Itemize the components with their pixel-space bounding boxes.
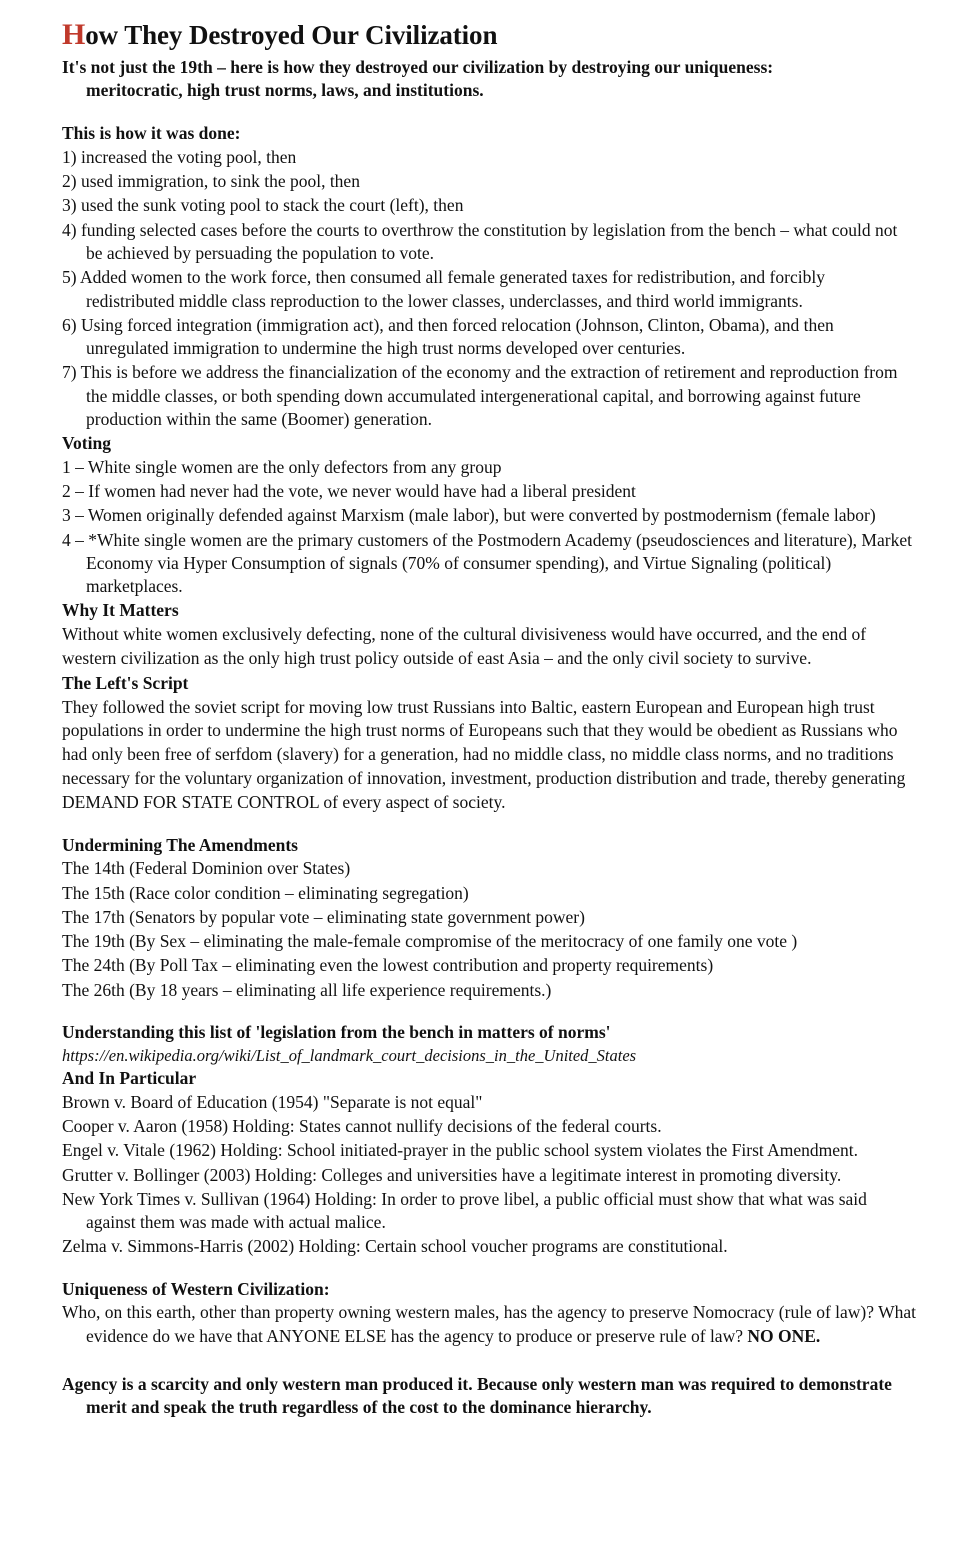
paragraph-why-it-matters: Without white women exclusively defecting, none of the cultural divisiveness would have occurred, and the end of western civilization as the only high trust policy outside of east Asia – and the only civil society to survive.: [62, 624, 867, 669]
list-item: The 26th (By 18 years – eliminating all life experience requirements.): [62, 979, 552, 1000]
uniqueness-text: Who, on this earth, other than property owning western males, has the agency to preserve Nomocracy (rule of law)? What evidence do we have that ANYONE ELSE has the agency to produce or preserve rule of law?: [62, 1302, 916, 1346]
list-item: Brown v. Board of Education (1954) "Separate is not equal": [62, 1091, 483, 1112]
list-item: 3 – Women originally defended against Marxism (male labor), but were converted by postmodernism (female labor): [62, 505, 876, 526]
subtitle-line-2: meritocratic, high trust norms, laws, and institutions.: [86, 80, 484, 101]
list-item: 3) used the sunk voting pool to stack the court (left), then: [62, 195, 464, 216]
list-item: Engel v. Vitale (1962) Holding: School initiated-prayer in the public school system violates the First Amendment.: [62, 1140, 859, 1161]
spacer: [62, 1349, 917, 1373]
heading-why-it-matters: Why It Matters: [62, 600, 179, 621]
heading-how-it-was-done: This is how it was done:: [62, 123, 241, 144]
list-item: The 14th (Federal Dominion over States): [62, 858, 351, 879]
list-item: The 24th (By Poll Tax – eliminating even the lowest contribution and property requirements): [62, 955, 714, 976]
heading-and-in-particular: And In Particular: [62, 1068, 197, 1089]
list-item: 6) Using forced integration (immigration act), and then forced relocation (Johnson, Clinton, Obama), and then unregulated immigration to undermine the high trust norms developed over centuries.: [62, 314, 834, 359]
heading-legislation-from-bench: Understanding this list of 'legislation from the bench in matters of norms': [62, 1021, 611, 1042]
paragraph-lefts-script: They followed the soviet script for moving low trust Russians into Baltic, eastern European and European high trust populations in order to undermine the high trust norms of Europeans such that they would be obedient as Russians who had only been free of serfdom (slavery) for a generation, had no middle class, no middle class norms, and no traditions necessary for the voluntary organization of innovation, investment, production distribution and trade, thereby generating DEMAND FOR STATE CONTROL of every aspect of society.: [62, 696, 906, 812]
list-item: The 15th (Race color condition – eliminating segregation): [62, 882, 469, 903]
page-title: [62, 18, 917, 52]
paragraph-uniqueness: [62, 1301, 917, 1348]
heading-uniqueness: Uniqueness of Western Civilization:: [62, 1278, 330, 1299]
title-rest: ow They Destroyed Our Civilization: [85, 20, 498, 50]
list-item: 1 – White single women are the only defectors from any group: [62, 456, 502, 477]
list-item: 2) used immigration, to sink the pool, then: [62, 171, 360, 192]
list-item: New York Times v. Sullivan (1964) Holding: In order to prove libel, a public official must show that what was said against them was made with actual malice.: [62, 1188, 867, 1233]
list-item: Grutter v. Bollinger (2003) Holding: Colleges and universities have a legitimate interest in promoting diversity.: [62, 1164, 842, 1185]
spacer: [62, 816, 917, 834]
subtitle-line-1: It's not just the 19th – here is how they destroyed our civilization by destroying our uniqueness:: [62, 57, 774, 77]
list-item: 4) funding selected cases before the courts to overthrow the constitution by legislation from the bench – what could not be achieved by persuading the population to vote.: [62, 219, 898, 263]
list-item: 7) This is before we address the financialization of the economy and the extraction of retirement and reproduction from the middle classes, or both spending down accumulated intergenerational capital, and borrowing against future production within the same (Boomer) generation.: [62, 362, 898, 429]
list-item: Zelma v. Simmons-Harris (2002) Holding: Certain school voucher programs are constitutional.: [62, 1236, 728, 1257]
list-item: 4 – *White single women are the primary customers of the Postmodern Academy (pseudosciences and literature), Market Economy via Hyper Consumption of signals (70% of consumer spending), and Virtue Signaling (political) marketplaces.: [62, 529, 912, 597]
heading-amendments: Undermining The Amendments: [62, 834, 298, 855]
spacer: [62, 1003, 917, 1021]
heading-voting: Voting: [62, 433, 111, 454]
list-item: The 17th (Senators by popular vote – eliminating state government power): [62, 906, 585, 927]
list-item: 5) Added women to the work force, then consumed all female generated taxes for redistribution, and forcibly redistributed middle class reproduction to the lower classes, underclasses, and third world immigrants.: [62, 267, 825, 311]
page-subtitle: [62, 56, 917, 102]
closing-statement: Agency is a scarcity and only western man produced it. Because only western man was required to demonstrate merit and speak the truth regardless of the cost to the dominance hierarchy.: [62, 1373, 892, 1418]
list-item: 2 – If women had never had the vote, we never would have had a liberal president: [62, 481, 636, 502]
heading-lefts-script: The Left's Script: [62, 672, 189, 693]
list-item: Cooper v. Aaron (1958) Holding: States cannot nullify decisions of the federal courts.: [62, 1116, 662, 1137]
list-item: 1) increased the voting pool, then: [62, 146, 297, 167]
spacer: [62, 1260, 917, 1278]
wikipedia-link[interactable]: https://en.wikipedia.org/wiki/List_of_landmark_court_decisions_in_the_United_States: [62, 1045, 637, 1065]
list-item: The 19th (By Sex – eliminating the male-female compromise of the meritocracy of one family one vote ): [62, 931, 798, 952]
uniqueness-emphasis: NO ONE.: [747, 1325, 821, 1346]
title-dropcap: H: [62, 18, 86, 51]
